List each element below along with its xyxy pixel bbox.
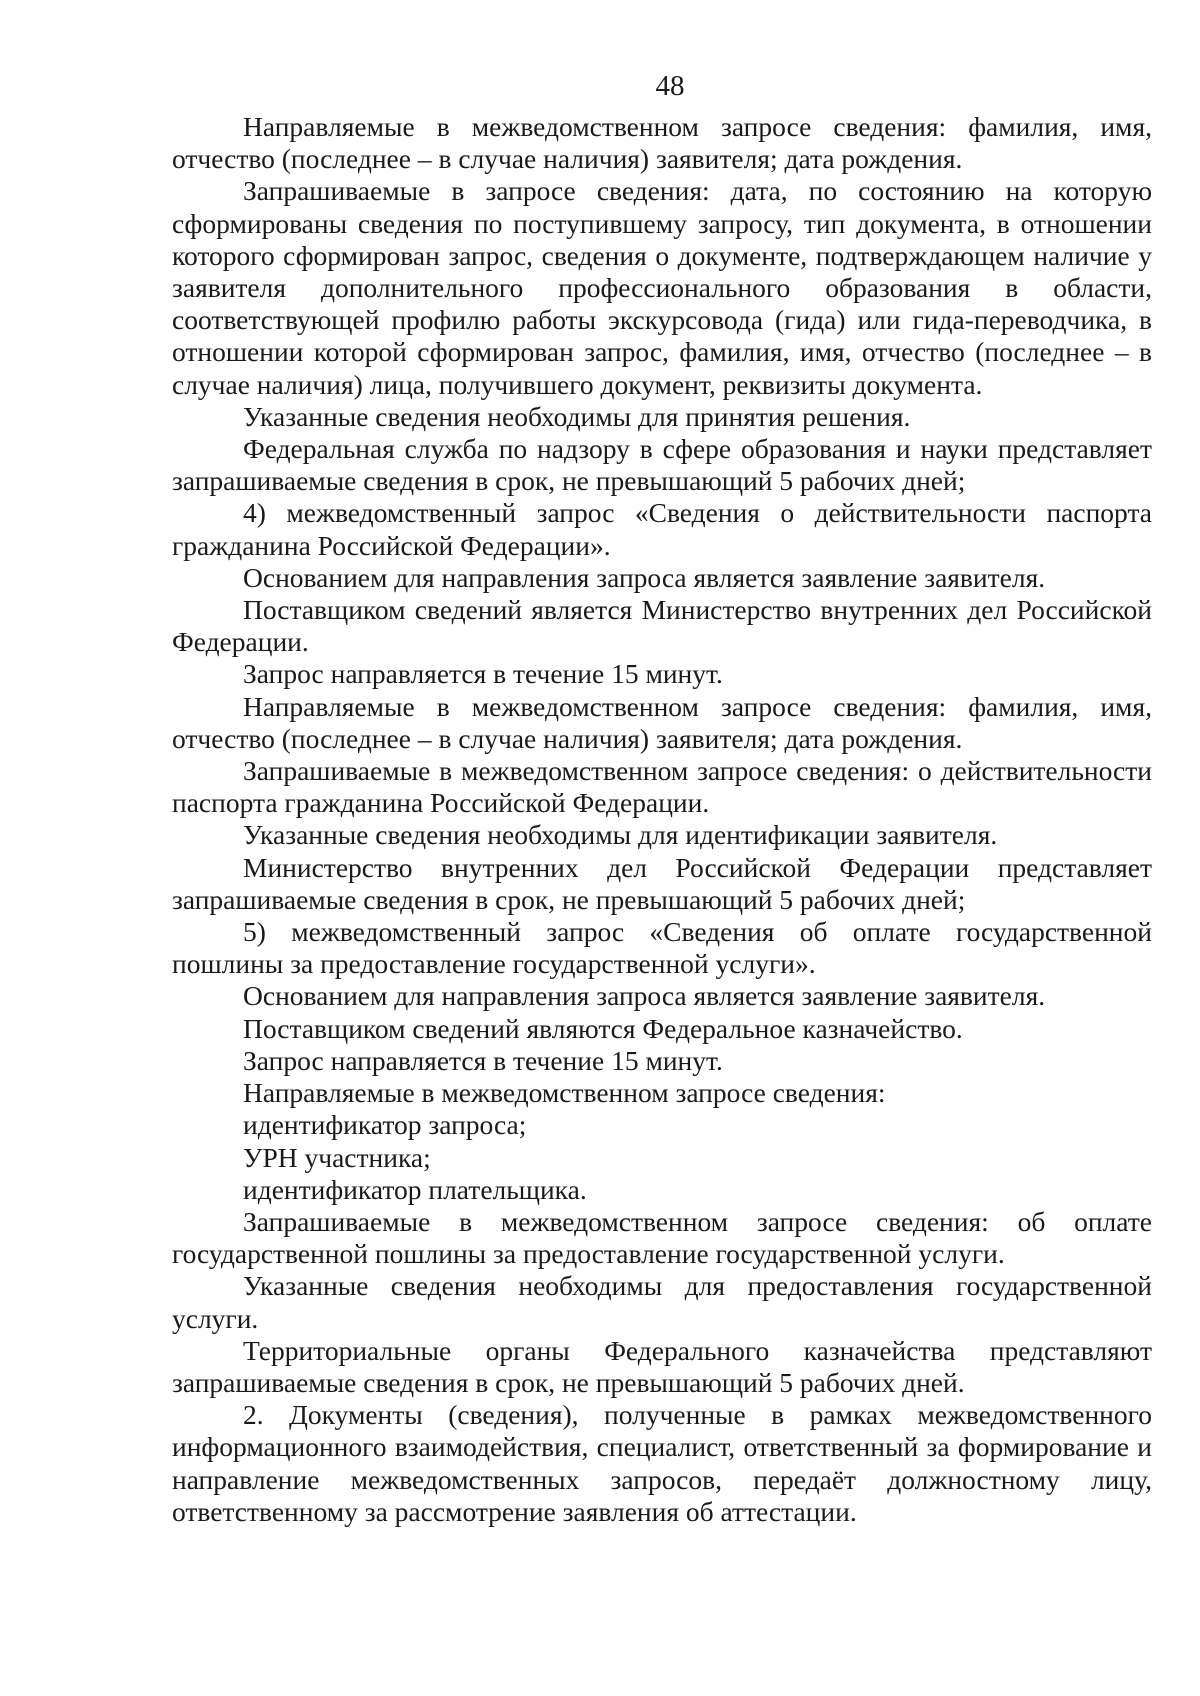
document-body [172,111,1152,1528]
page-number: 48 [655,70,685,102]
paragraph: Запрос направляется в течение 15 минут. [243,1044,723,1076]
paragraph: Запрашиваемые в запросе сведения: дата, по состоянию на которую сформированы сведения по поступившему запросу, тип документа, в отношении которого сформирован запрос, сведения о документе, подтверждающем наличие у заявителя дополнительного профессионального образования в области, соответствующей профилю работы экскурсовода (гида) или гида-переводчика, в отношении которой сформирован запрос, фамилия, имя, отчество (последнее – в случае наличия) лица, получившего документ, реквизиты документа. [172,175,1152,400]
paragraph: Министерство внутренних дел Российской Федерации представляет запрашиваемые сведения в срок, не превышающий 5 рабочих дней; [172,851,1152,915]
paragraph: Запрашиваемые в межведомственном запросе сведения: об оплате государственной пошлины за предоставление государственной услуги. [172,1205,1152,1270]
paragraph: Территориальные органы Федерального казначейства представляют запрашиваемые сведения в срок, не превышающий 5 рабочих дней. [172,1334,1152,1398]
paragraph: Указанные сведения необходимы для предоставления государственной услуги. [172,1270,1152,1334]
paragraph: Указанные сведения необходимы для идентификации заявителя. [243,819,998,851]
list-item: УРН участника; [243,1141,431,1173]
list-item: идентификатор плательщика. [243,1173,587,1205]
paragraph: Направляемые в межведомственном запросе сведения: [243,1077,886,1109]
paragraph: Направляемые в межведомственном запросе сведения: фамилия, имя, отчество (последнее – в случае наличия) заявителя; дата рождения. [172,111,1152,175]
list-item: идентификатор запроса; [243,1109,527,1141]
paragraph: Указанные сведения необходимы для принятия решения. [243,400,911,432]
paragraph: Основанием для направления запроса является заявление заявителя. [243,980,1046,1012]
paragraph: Основанием для направления запроса является заявление заявителя. [243,561,1046,593]
paragraph: 4) межведомственный запрос «Сведения о действительности паспорта гражданина Российской Федерации». [172,497,1152,561]
paragraph: Поставщиком сведений являются Федеральное казначейство. [243,1012,963,1044]
paragraph: Запрашиваемые в межведомственном запросе сведения: о действительности паспорта гражданина Российской Федерации. [172,755,1152,819]
paragraph: Поставщиком сведений является Министерство внутренних дел Российской Федерации. [172,594,1152,658]
paragraph: Направляемые в межведомственном запросе сведения: фамилия, имя, отчество (последнее – в случае наличия) заявителя; дата рождения. [172,690,1152,754]
paragraph: Запрос направляется в течение 15 минут. [243,658,723,690]
paragraph: Федеральная служба по надзору в сфере образования и науки представляет запрашиваемые сведения в срок, не превышающий 5 рабочих дней; [172,433,1152,497]
paragraph: 5) межведомственный запрос «Сведения об оплате государственной пошлины за предоставление государственной услуги». [172,916,1152,980]
paragraph: 2. Документы (сведения), полученные в рамках межведомственного информационного взаимодействия, специалист, ответственный за формирование и направление межведомственных запросов, передаёт должностному лицу, ответственному за рассмотрение заявления об аттестации. [172,1399,1152,1527]
